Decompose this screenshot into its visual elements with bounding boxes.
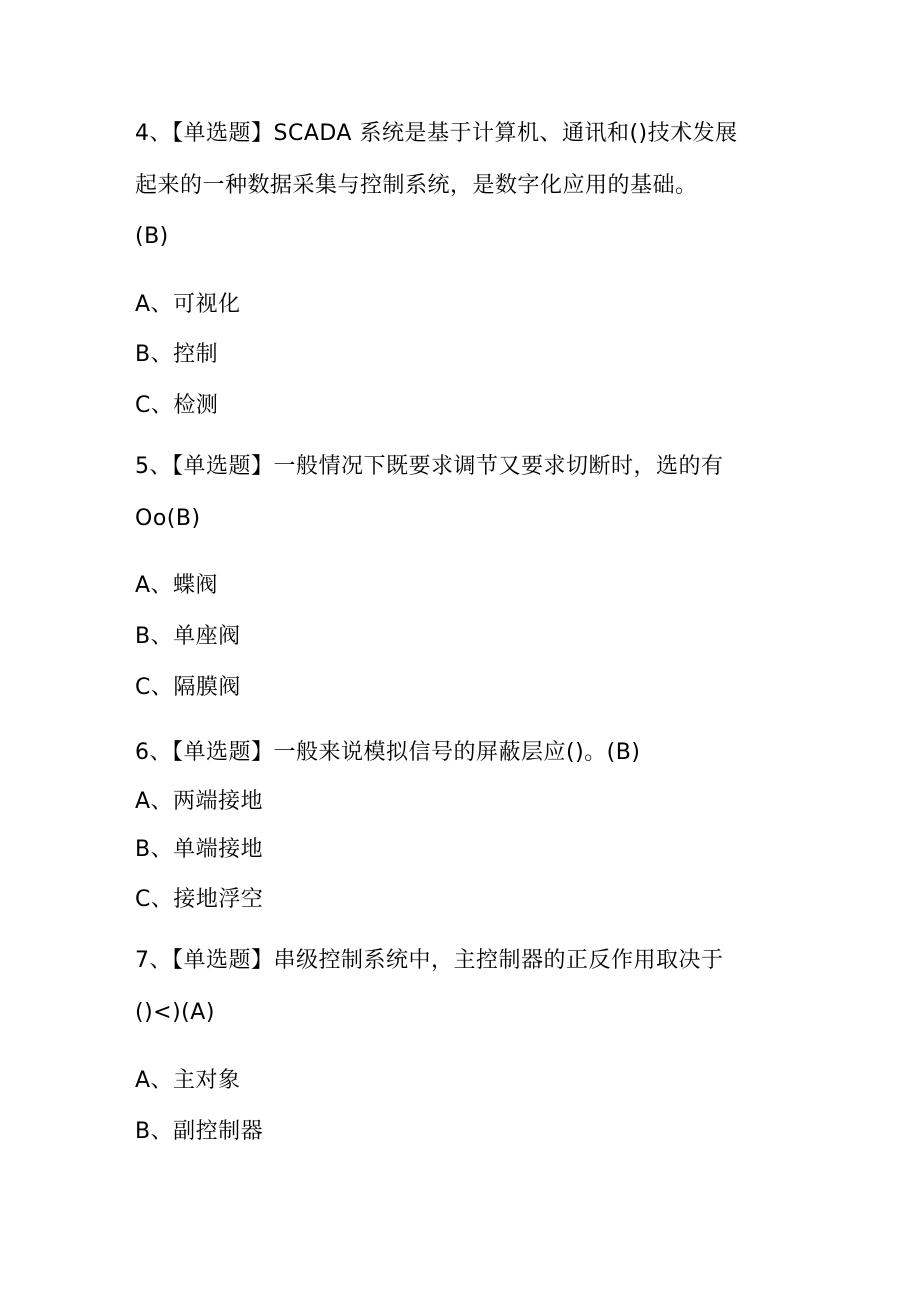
- question-7-option-a: A、主对象: [135, 1068, 241, 1093]
- question-6-option-b: B、单端接地: [135, 837, 264, 862]
- question-4-option-a: A、可视化: [135, 292, 241, 317]
- question-4-option-c: C、检测: [135, 393, 219, 418]
- question-6-option-c: C、接地浮空: [135, 887, 264, 912]
- question-6-stem-line-1: 6、【单选题】一般来说模拟信号的屏蔽层应()。(B): [135, 740, 641, 765]
- question-4-answer: (B): [135, 224, 169, 249]
- question-5-answer: Oo(B): [135, 506, 201, 531]
- question-7-stem-line-1: 7、【单选题】串级控制系统中，主控制器的正反作用取决于: [135, 948, 724, 973]
- question-5-option-b: B、单座阀: [135, 624, 241, 649]
- question-5-option-c: C、隔膜阀: [135, 675, 241, 700]
- question-5-option-a: A、蝶阀: [135, 573, 219, 598]
- question-5-stem-line-1: 5、【单选题】一般情况下既要求调节又要求切断时，选的有: [135, 454, 724, 479]
- question-6-option-a: A、两端接地: [135, 789, 264, 814]
- question-4-stem-line-2: 起来的一种数据采集与控制系统，是数字化应用的基础。: [135, 173, 698, 198]
- question-4-option-b: B、控制: [135, 342, 219, 367]
- question-7-answer: ()<)(A): [135, 1000, 215, 1025]
- question-4-stem-line-1: 4、【单选题】SCADA 系统是基于计算机、通讯和()技术发展: [135, 121, 738, 146]
- question-7-option-b: B、副控制器: [135, 1119, 264, 1144]
